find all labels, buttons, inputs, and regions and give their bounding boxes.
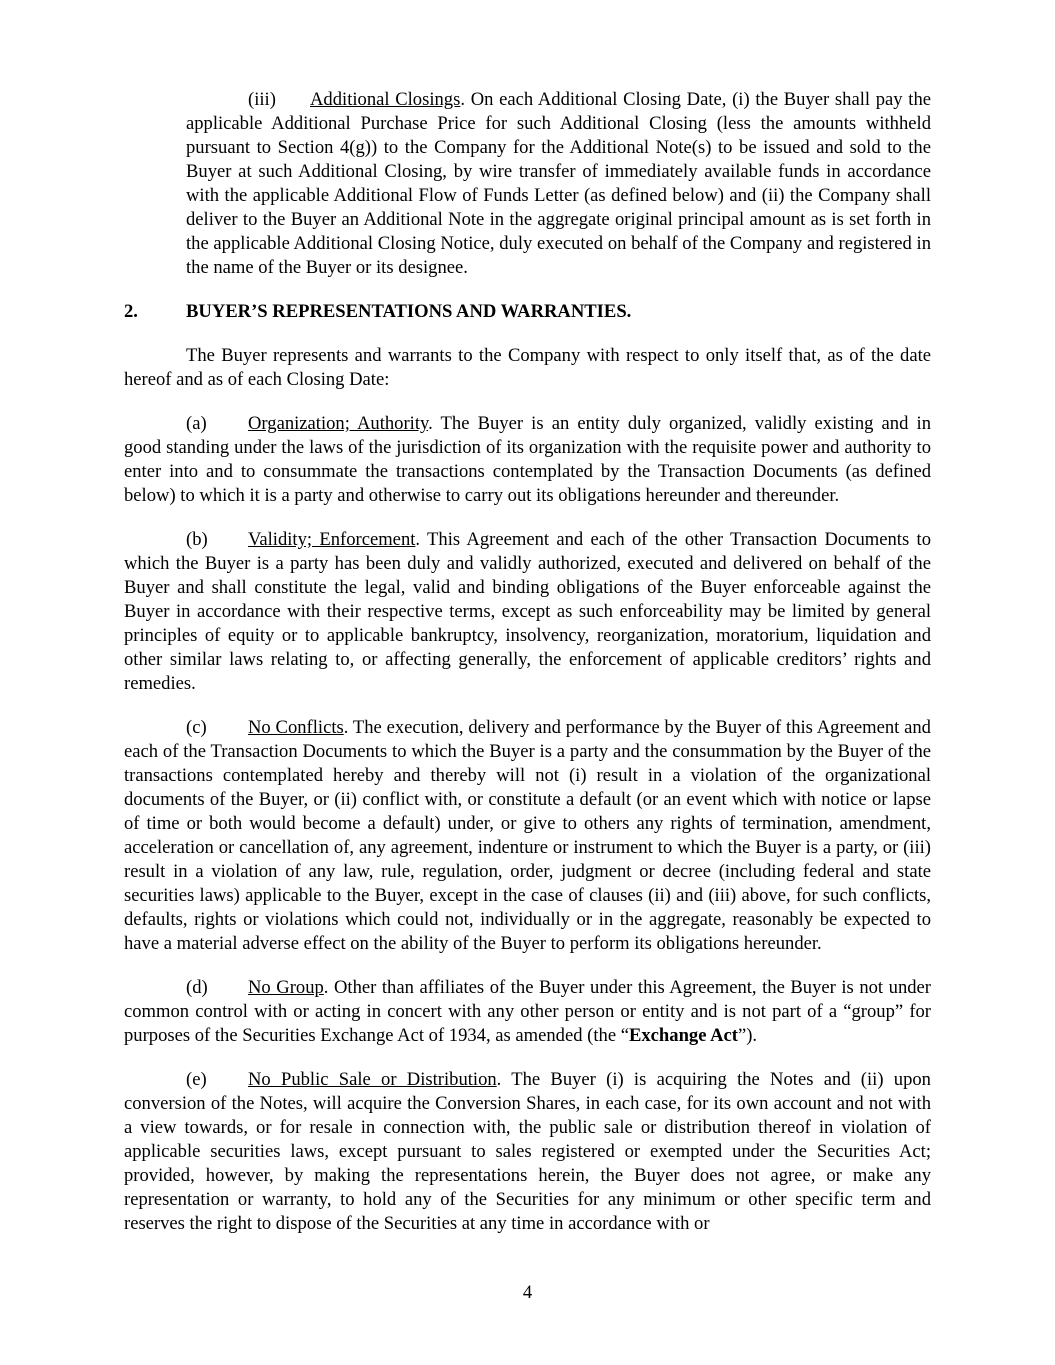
clause-title: Organization; Authority xyxy=(248,413,429,434)
clause-text: . This Agreement and each of the other Transaction Documents to which the Buyer is a party has been duly and validly authorized, executed and delivered on behalf of the Buyer and shall constitute the legal, valid and binding obligations of the Buyer enforceable against the Buyer in accordance with their respective terms, except as such enforceability may be limited by general principles of equity or to applicable bankruptcy, insolvency, reorganization, moratorium, liquidation and other similar laws relating to, or affecting generally, the enforcement of applicable creditors’ rights and remedies. xyxy=(124,529,931,694)
defined-term: Exchange Act xyxy=(628,1025,738,1046)
clause-d xyxy=(124,976,931,1048)
subsection-title: Additional Closings xyxy=(310,89,461,110)
subsection-text: . On each Additional Closing Date, (i) the Buyer shall pay the applicable Additional Purchase Price for such Additional Closing (less the amounts withheld pursuant to Section 4(g)) to the Company for the Additional Note(s) to be issued and sold to the Buyer at such Additional Closing, by wire transfer of immediately available funds in accordance with the applicable Additional Flow of Funds Letter (as defined below) and (ii) the Company shall deliver to the Buyer an Additional Note in the aggregate original principal amount as is set forth in the applicable Additional Closing Notice, duly executed on behalf of the Company and registered in the name of the Buyer or its designee. xyxy=(186,89,932,278)
section-title: BUYER’S REPRESENTATIONS AND WARRANTIES. xyxy=(186,301,632,322)
clause-number: (d) xyxy=(186,977,208,998)
page-number: 4 xyxy=(522,1282,533,1303)
clause-title: No Public Sale or Distribution xyxy=(248,1069,497,1090)
section-intro: The Buyer represents and warrants to the Company with respect to only itself that, as of the date hereof and as of each Closing Date: xyxy=(124,345,931,390)
clause-number: (b) xyxy=(186,529,208,550)
clause-text: . Other than affiliates of the Buyer under this Agreement, the Buyer is not under common control with or acting in concert with any other person or entity and is not part of a “group” for purposes of the Securities Exchange Act of 1934, as amended (the “ xyxy=(124,977,931,1046)
clause-number: (c) xyxy=(186,717,207,738)
clause-title: No Group xyxy=(248,977,324,998)
document-body xyxy=(124,88,931,1236)
section-heading xyxy=(124,300,931,324)
clause-title: No Conflicts xyxy=(248,717,344,738)
clause-title: Validity; Enforcement xyxy=(248,529,416,550)
subsection-number: (iii) xyxy=(248,89,276,110)
subsection-iii xyxy=(186,88,931,280)
clause-text: . The Buyer (i) is acquiring the Notes and (ii) upon conversion of the Notes, will acquire the Conversion Shares, in each case, for its own account and not with a view towards, or for resale in connection with, the public sale or distribution thereof in violation of applicable securities laws, except pursuant to sales registered or exempted under the Securities Act; provided, however, by making the representations herein, the Buyer does not agree, or make any representation or warranty, to hold any of the Securities for any minimum or other specific term and reserves the right to dispose of the Securities at any time in accordance with or xyxy=(124,1069,931,1234)
section-number: 2. xyxy=(124,301,138,322)
clause-b xyxy=(124,528,931,696)
clause-text-end: ”). xyxy=(737,1025,758,1046)
clause-text: . The execution, delivery and performance by the Buyer of this Agreement and each of the Transaction Documents to which the Buyer is a party and the consummation by the Buyer of the transactions contemplated hereby and thereby will not (i) result in a violation of the organizational documents of the Buyer, or (ii) conflict with, or constitute a default (or an event which with notice or lapse of time or both would become a default) under, or give to others any rights of termination, amendment, acceleration or cancellation of, any agreement, indenture or instrument to which the Buyer is a party, or (iii) result in a violation of any law, rule, regulation, order, judgment or decree (including federal and state securities laws) applicable to the Buyer, except in the case of clauses (ii) and (iii) above, for such conflicts, defaults, rights or violations which could not, individually or in the aggregate, reasonably be expected to have a material adverse effect on the ability of the Buyer to perform its obligations hereunder. xyxy=(124,717,931,954)
clause-text: . The Buyer is an entity duly organized, validly existing and in good standing under the laws of the jurisdiction of its organization with the requisite power and authority to enter into and to consummate the transactions contemplated by the Transaction Documents (as defined below) to which it is a party and otherwise to carry out its obligations hereunder and thereunder. xyxy=(124,413,931,506)
clause-number: (a) xyxy=(186,413,207,434)
clause-e xyxy=(124,1068,931,1236)
clause-number: (e) xyxy=(186,1069,207,1090)
clause-c xyxy=(124,716,931,956)
clause-a xyxy=(124,412,931,508)
